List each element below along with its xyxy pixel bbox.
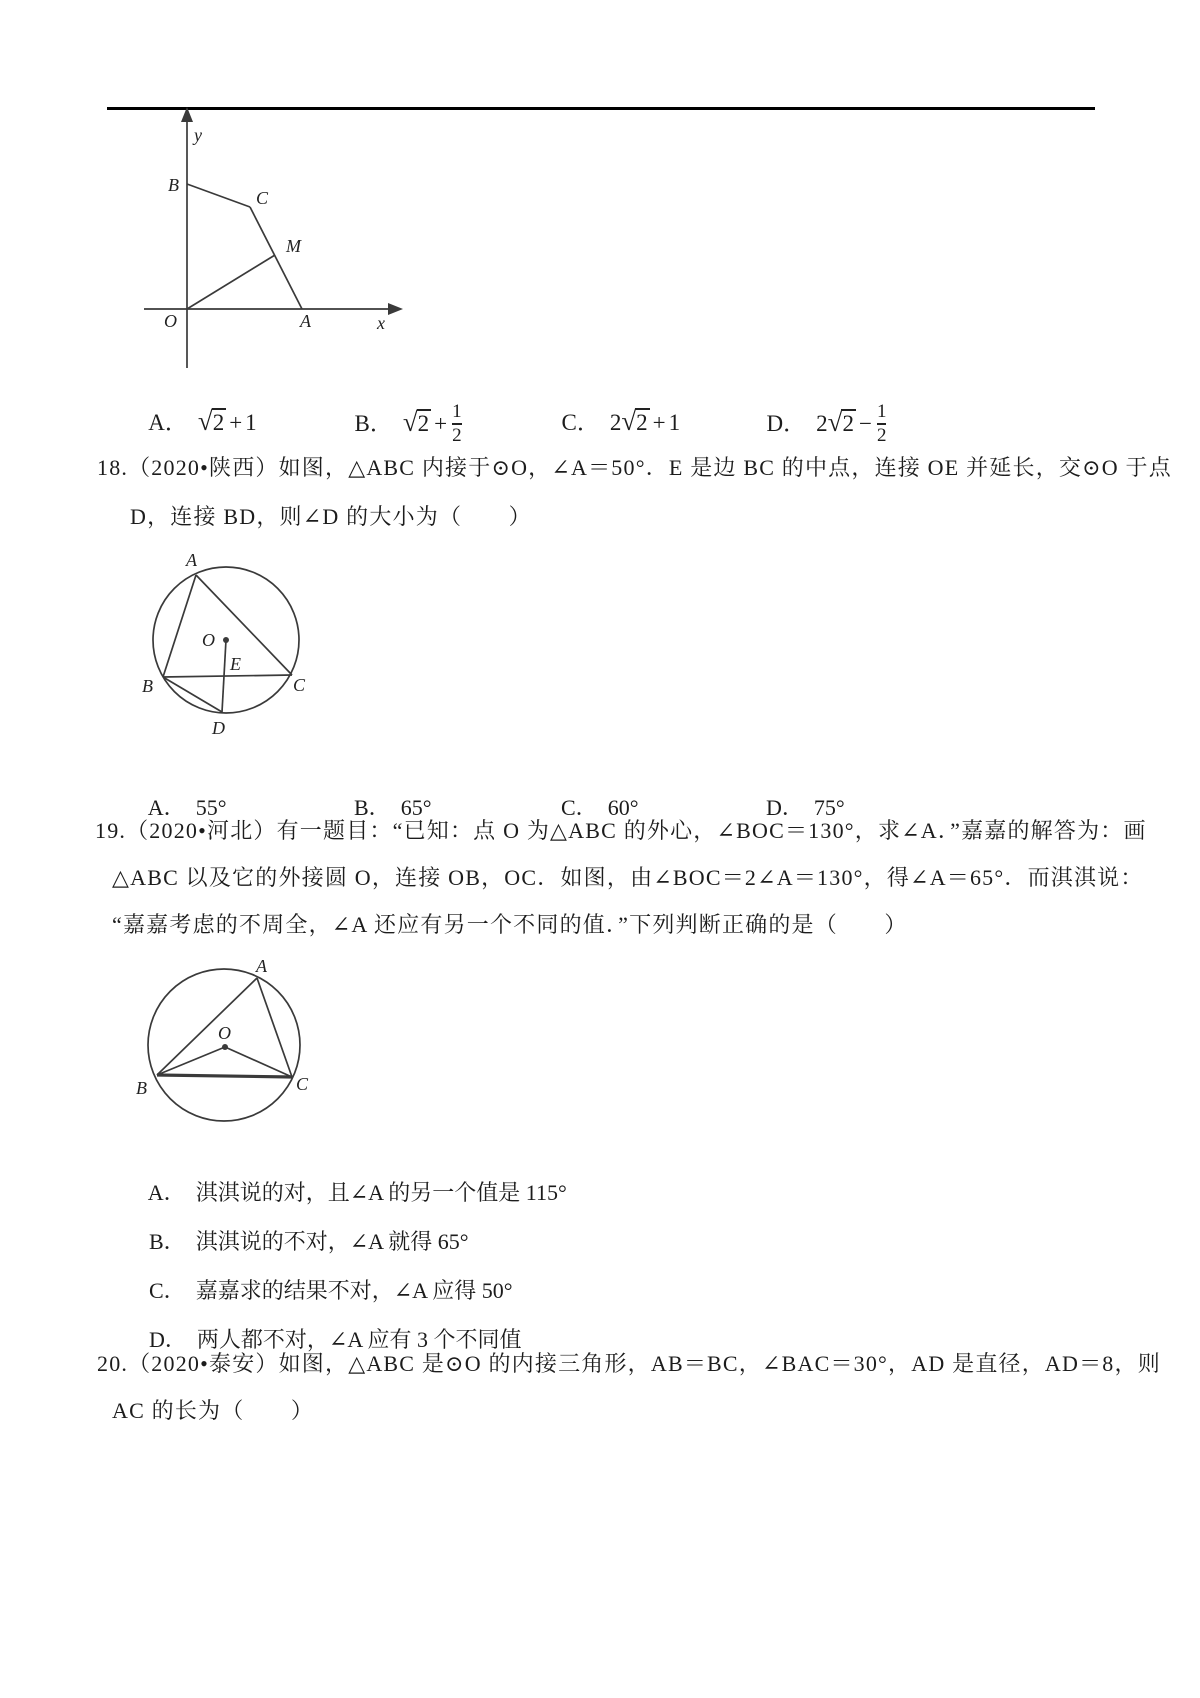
option-b: B． √2 + $\frac{1}{2}$ (354, 401, 462, 446)
label-d: D (212, 718, 225, 738)
option-d-value: 两人都不对，∠A 应有 3 个不同值 (196, 1327, 522, 1352)
sqrt-icon: √ (827, 407, 843, 438)
segment-ca (250, 207, 302, 309)
option-c-label: C． (149, 1278, 186, 1303)
label-a: A (300, 311, 311, 331)
chord-ac (257, 978, 292, 1077)
chord-bc (157, 1075, 292, 1077)
option-b-label: B． (354, 411, 393, 437)
label-y: y (194, 125, 202, 145)
label-a: A (256, 956, 267, 976)
label-b: B (142, 676, 153, 696)
option-d-label: D． (766, 411, 807, 437)
option-b-value: 65° (400, 795, 432, 820)
question-18-line-1: 18.（2020•陕西）如图，△ABC 内接于⊙O，∠A＝50°．E 是边 BC 的中点，连接 OE 并延长，交⊙O 于点 (97, 455, 1172, 480)
question-20-line-1: 20.（2020•泰安）如图，△ABC 是⊙O 的内接三角形，AB＝BC，∠BAC＝30°，AD 是直径，AD＝8，则 (97, 1351, 1161, 1376)
fraction: $\frac{1}{2}$ (876, 401, 887, 446)
option-b-value: 淇淇说的不对，∠A 就得 65° (195, 1229, 469, 1254)
segment-om (187, 255, 275, 309)
option-d-value: 75° (813, 795, 845, 820)
option-a-label: A． (147, 795, 186, 820)
label-e: E (230, 654, 241, 674)
center-dot (222, 1044, 228, 1050)
segment-bc (187, 184, 250, 207)
fraction: $\frac{1}{2}$ (452, 401, 462, 446)
option-d-label: D． (149, 1327, 187, 1352)
option-a-label: A． (147, 1180, 186, 1205)
question-19-line-3: “嘉嘉考虑的不周全，∠A 还应有另一个不同的值．”下列判断正确的是（ ） (112, 912, 908, 937)
label-b: B (136, 1078, 147, 1098)
option-c-value: 60° (607, 795, 639, 820)
option-b-label: B． (149, 1229, 186, 1254)
center-dot (223, 637, 229, 643)
figure-coordinate-plane (140, 105, 410, 375)
label-c: C (296, 1074, 309, 1094)
label-c: C (293, 675, 306, 695)
label-x: x (377, 313, 385, 333)
question-20-line-2: AC 的长为（ ） (112, 1398, 315, 1423)
label-o: O (218, 1023, 231, 1043)
segment-oc (225, 1047, 292, 1077)
sqrt-icon: √ (197, 406, 213, 436)
label-o: O (164, 311, 177, 331)
sqrt-icon: √ (402, 407, 418, 438)
chord-bc (163, 675, 292, 677)
option-a-value: 55° (195, 795, 227, 820)
option-c: C． 2√2 + 1 (561, 406, 681, 436)
option-d: D． 2√2 − $\frac{1}{2}$ (766, 401, 887, 446)
chord-ab (163, 575, 196, 677)
label-c: C (256, 188, 269, 208)
option-a-value: 淇淇说的对，且∠A 的另一个值是 115° (195, 1180, 567, 1205)
figure-circle-q19 (135, 950, 320, 1132)
question-19-line-1: 19.（2020•河北）有一题目：“已知：点 O 为△ABC 的外心，∠BOC＝130°，求∠A．”嘉嘉的解答为：画 (95, 818, 1147, 843)
question-19-line-2: △ABC 以及它的外接圆 O，连接 OB，OC．如图，由∠BOC＝2∠A＝130°，得∠A＝65°．而淇淇说： (112, 865, 1144, 890)
question-18-line-2: D，连接 BD，则∠D 的大小为（ ） (130, 504, 532, 529)
option-a-label: A． (148, 410, 188, 435)
label-b: B (168, 175, 179, 195)
option-c-value: 嘉嘉求的结果不对，∠A 应得 50° (195, 1278, 513, 1303)
figure-circle-q18 (130, 548, 325, 748)
chord-ab (157, 978, 257, 1075)
option-d-label: D． (766, 795, 804, 820)
sqrt-icon: √ (621, 406, 637, 436)
y-axis-arrow-icon (181, 107, 193, 122)
label-o: O (202, 630, 215, 650)
chord-ac (196, 575, 292, 675)
option-a: A． √2 + 1 (148, 406, 257, 436)
segment-ob (157, 1047, 225, 1075)
option-b-label: B． (354, 795, 391, 820)
option-c-label: C． (561, 795, 598, 820)
option-c-label: C． (561, 410, 600, 435)
x-axis-arrow-icon (388, 303, 403, 315)
chord-bd (163, 677, 222, 712)
label-m: M (286, 236, 301, 256)
option-d (138, 1297, 522, 1354)
label-a: A (186, 550, 197, 570)
